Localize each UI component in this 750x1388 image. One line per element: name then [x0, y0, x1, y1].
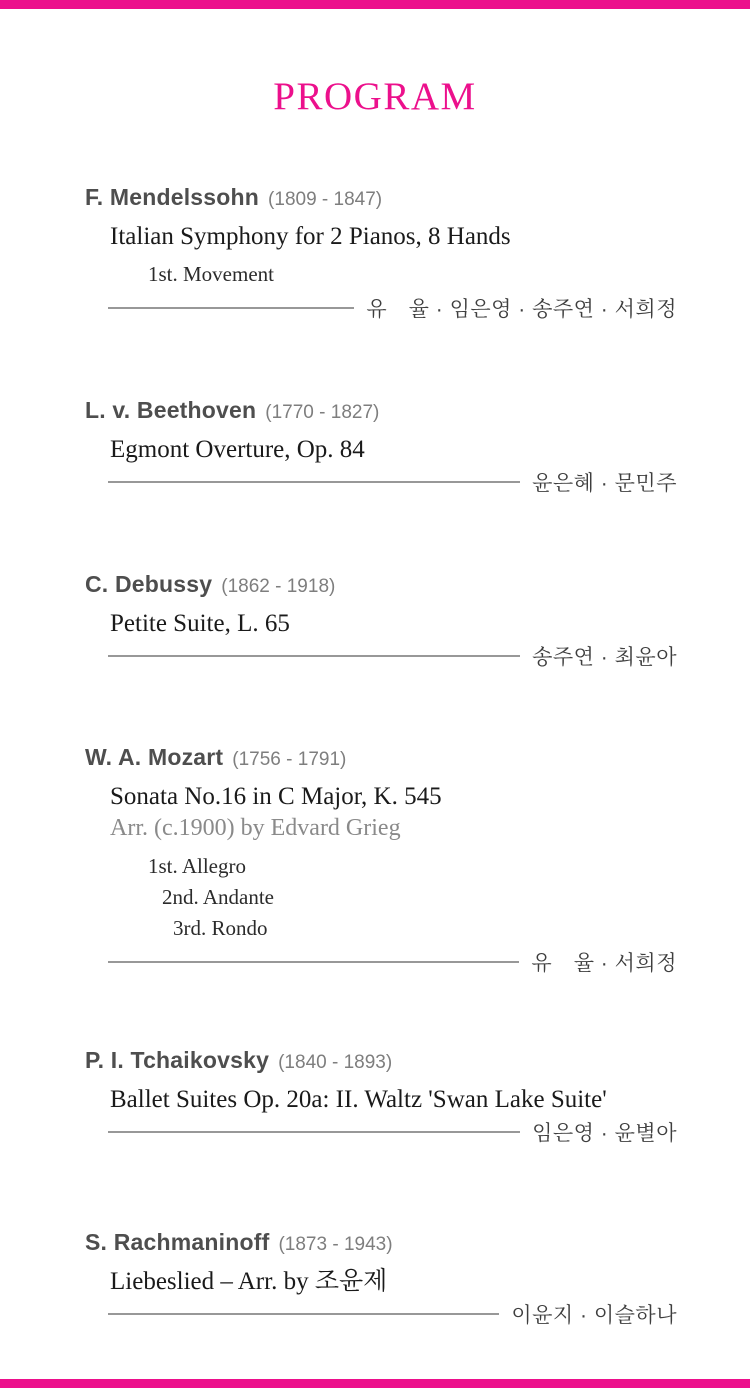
composer-row	[85, 743, 677, 775]
divider-line	[108, 307, 354, 309]
performer-names: 윤은혜 · 문민주	[532, 471, 677, 495]
performer-names: 송주연 · 최윤아	[532, 645, 677, 669]
divider-line	[108, 655, 520, 657]
program-item	[85, 570, 677, 669]
piece-subtitle: Arr. (c.1900) by Edvard Grieg	[110, 815, 401, 841]
performer-row	[85, 642, 677, 669]
program-item	[85, 743, 677, 975]
piece-title: Egmont Overture, Op. 84	[110, 436, 365, 463]
movement-list	[85, 851, 677, 944]
composer-dates: (1809 - 1847)	[268, 189, 383, 210]
piece-title: Liebeslied – Arr. by 조윤제	[110, 1268, 388, 1295]
performer-row	[85, 294, 677, 321]
piece-title: Italian Symphony for 2 Pianos, 8 Hands	[110, 223, 511, 250]
divider-line	[108, 961, 519, 963]
performer-row	[85, 948, 677, 975]
composer-name: L. v. Beethoven	[85, 397, 257, 423]
composer-dates: (1873 - 1943)	[278, 1234, 393, 1255]
piece-title: Ballet Suites Op. 20a: II. Waltz 'Swan Lake Suite'	[110, 1086, 607, 1113]
composer-row	[85, 183, 677, 215]
program-item	[85, 1228, 677, 1327]
performer-row	[85, 1300, 677, 1327]
performer-names: 유 율 · 서희정	[531, 951, 677, 975]
program-item	[85, 183, 677, 321]
movement: 1st. Movement	[148, 262, 274, 286]
composer-dates: (1862 - 1918)	[221, 576, 336, 597]
performer-names: 이윤지 · 이슬하나	[511, 1303, 677, 1327]
composer-dates: (1840 - 1893)	[278, 1052, 393, 1073]
composer-name: P. I. Tchaikovsky	[85, 1047, 270, 1073]
divider-line	[108, 1313, 499, 1315]
composer-dates: (1756 - 1791)	[232, 749, 347, 770]
divider-line	[108, 481, 520, 483]
composer-dates: (1770 - 1827)	[265, 402, 380, 423]
piece-title: Sonata No.16 in C Major, K. 545	[110, 783, 442, 810]
composer-row	[85, 396, 677, 428]
movement: 3rd. Rondo	[173, 916, 268, 940]
bottom-accent-bar	[0, 1379, 750, 1388]
performer-names: 유 율 · 임은영 · 송주연 · 서희정	[366, 297, 677, 321]
composer-name: W. A. Mozart	[85, 744, 224, 770]
composer-name: C. Debussy	[85, 571, 213, 597]
page-title: PROGRAM	[273, 75, 477, 118]
composer-name: S. Rachmaninoff	[85, 1229, 270, 1255]
performer-names: 임은영 · 윤별아	[532, 1121, 677, 1145]
performer-row	[85, 1118, 677, 1145]
program-item	[85, 396, 677, 495]
composer-name: F. Mendelssohn	[85, 184, 260, 210]
movement-list	[85, 259, 677, 290]
movement: 1st. Allegro	[148, 854, 246, 878]
piece-title: Petite Suite, L. 65	[110, 610, 290, 637]
composer-row	[85, 1228, 677, 1260]
top-accent-bar	[0, 0, 750, 9]
composer-row	[85, 570, 677, 602]
divider-line	[108, 1131, 520, 1133]
program-item	[85, 1046, 677, 1145]
movement: 2nd. Andante	[162, 885, 274, 909]
composer-row	[85, 1046, 677, 1078]
performer-row	[85, 468, 677, 495]
